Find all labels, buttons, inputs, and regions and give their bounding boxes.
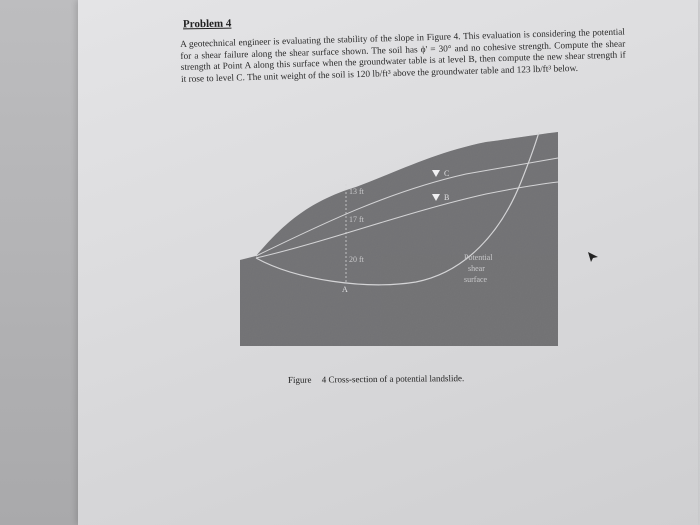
caption-text: 4 Cross-section of a potential landslide. (321, 373, 465, 385)
depth-label-13ft: 13 ft (349, 187, 364, 196)
caption-label: Figure (287, 374, 312, 385)
shear-surface-label-1: Potential (464, 253, 493, 262)
mouse-pointer-icon (586, 250, 600, 264)
shear-surface-label-2: shear (468, 264, 485, 273)
screen-bezel-left (0, 0, 78, 525)
soil-texture (236, 132, 566, 350)
level-c-label: C (444, 169, 450, 178)
problem-statement: A geotechnical engineer is evaluating the stability of the slope in Figure 4. This evaluation is considering the potential for a shear failure along the shear surface shown. The soil has ϕ' = 30° and no cohesive strength. Compute the shear strength at Point A along this surface when the groundwater table is at level B, then compute the new shear strength if it rose to level C. The unit weight of the soil is 120 lb/ft³ above the groundwater table and 123 lb/ft³ below. (180, 27, 626, 85)
landslide-cross-section (236, 132, 566, 350)
problem-heading: Problem 4 (182, 17, 232, 31)
point-a-label: A (342, 285, 348, 294)
depth-label-17ft: 17 ft (349, 215, 364, 224)
figure-caption (288, 373, 464, 385)
shear-surface-label-3: surface (464, 275, 488, 284)
depth-label-20ft: 20 ft (349, 255, 364, 264)
level-b-label: B (444, 193, 450, 202)
